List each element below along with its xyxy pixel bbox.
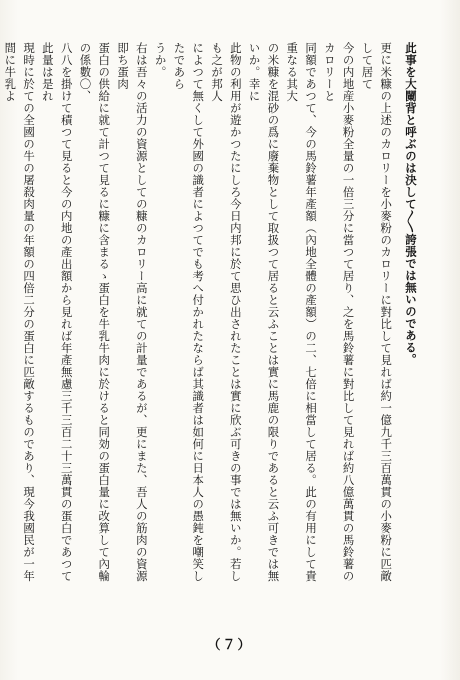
vertical-text-body (3, 42, 426, 582)
text-line: 今の内地産小麥粉全量の一倍三分に當つて居り、之を馬鈴薯に對比して見れば約八億萬貫の馬鈴薯のカロリーと (322, 42, 356, 582)
paragraph-2 (151, 42, 395, 582)
text-line: 此物の利用が遊かつたにしろ今日内邦に於て思ひ出されたことは實に欣ぶ可きの事では無いか。若しも之が邦人 (210, 42, 243, 582)
text-line: 同額であつて、今の馬鈴薯年產額（內地全體の產額）の二、七倍に相當して居る。此の有用にして貴重なる其大 (285, 42, 319, 582)
text-line: うか。 (153, 42, 168, 78)
text-line: 八八を掛けて積つて見ると今の内地の產出額から見れば年產無慮三千三百二十三萬貫の蛋白であつて此量は是れ (40, 42, 74, 582)
paragraph-3 (0, 42, 151, 582)
paragraph-1 (401, 42, 420, 582)
text-line: 更に米糠の上述のカロリーを小麥粉のカロリーに對比して見れば約一億九千三百萬貫の小麥粉に匹敵して居て (360, 42, 394, 582)
text-line: によつて無くして外國の識者によつてでも考へ付かれたならば其識者は如何に日本人の愚鈍を嘲笑したであら (172, 42, 206, 582)
text-line: 右は吾々の活力の資源としての糠のカロリー高に就ての計量であるが、更にまた、吾人の筋肉の資源即ち蛋肉 (116, 42, 149, 582)
text-line: 此事を大䦨背と呼ぶのは決して〳〵誇張では無いのである。 (404, 42, 418, 366)
text-line: 現時に於ての全國の牛の屠殺肉量の年額の四倍二分の蛋白に匹敵するものであり、現今我國民が一年間に牛乳よ (3, 42, 37, 582)
text-line: 蛋白の供給に就て計つて見るに糠に含まるゝ蛋白を牛乳牛肉に於けると同効の蛋白量に改算して內輪の係數〇、 (78, 42, 112, 582)
page-number: （７） (207, 638, 253, 653)
text-line: の米糠を混砂の爲に廢棄物として取扱つて居ると云ふことは實に馬鹿の限りであると云ふ可きでは無いか。幸に (247, 42, 281, 582)
